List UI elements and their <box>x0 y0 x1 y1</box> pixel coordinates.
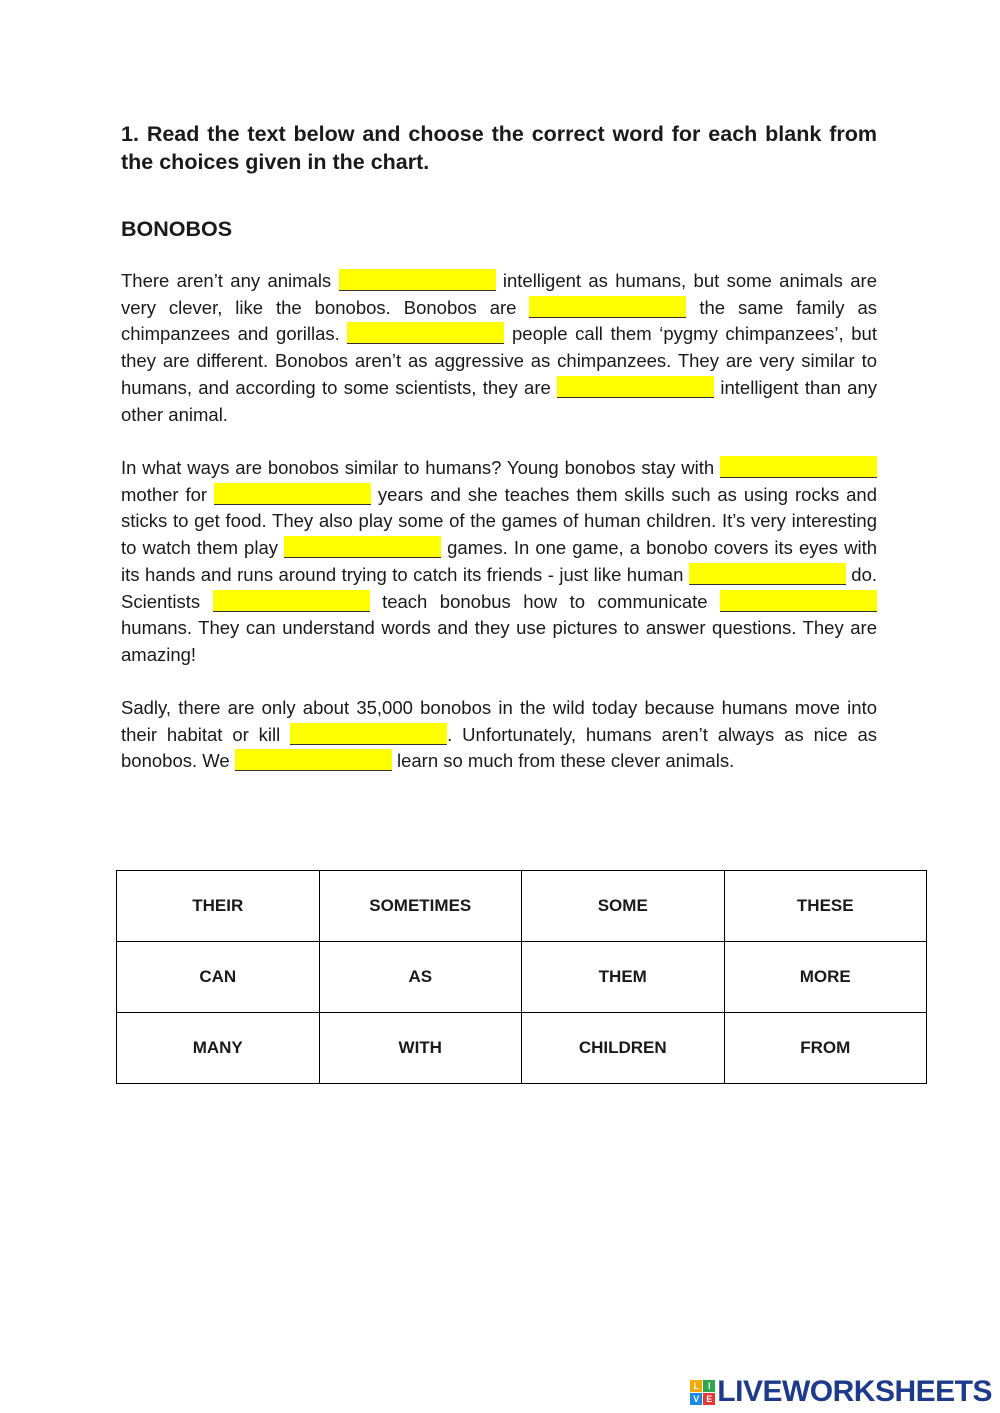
text-segment: intelligent as humans, but some animals are very clever, like the bonobos. Bonobos are <box>121 270 877 318</box>
paragraph-2 <box>121 455 877 669</box>
paragraph-1 <box>121 268 877 428</box>
word-choice-cell: THESE <box>724 871 927 942</box>
word-choice-cell: AS <box>319 942 522 1013</box>
word-choice-cell: CAN <box>117 942 320 1013</box>
blank-9[interactable] <box>213 590 370 612</box>
instruction-text: 1. Read the text below and choose the correct word for each blank from the choices given in the chart. <box>121 122 877 174</box>
word-choice-cell: FROM <box>724 1013 927 1084</box>
text-segment: There aren’t any animals <box>121 270 339 291</box>
word-choice-cell: MORE <box>724 942 927 1013</box>
text-segment: In what ways are bonobos similar to humans? Young bonobos stay with <box>121 457 720 478</box>
text-segment: intelligent than any other animal. <box>121 376 877 425</box>
blank-3[interactable] <box>347 322 504 344</box>
chart-row <box>117 942 927 1013</box>
word-choice-cell: WITH <box>319 1013 522 1084</box>
chart-row <box>117 871 927 942</box>
liveworksheets-logo <box>690 1374 992 1410</box>
blank-2[interactable] <box>529 296 686 318</box>
blank-4[interactable] <box>557 376 714 398</box>
word-choice-chart <box>116 870 927 1084</box>
text-segment: people call them ‘pygmy chimpanzees’, but they are different. Bonobos aren’t as aggressive as chimpanzees. They are very similar to humans, and according to some scientists, they are <box>121 323 877 398</box>
text-segment: . Unfortunately, humans aren’t always as nice as bonobos. We <box>121 723 877 772</box>
logo-text: LIVEWORKSHEETS <box>717 1375 992 1408</box>
word-choice-cell: THEIR <box>117 871 320 942</box>
blank-1[interactable] <box>339 269 496 291</box>
blank-6[interactable] <box>214 483 371 505</box>
text-segment: teach bonobus how to communicate <box>369 590 720 612</box>
logo-mark-letter: I <box>703 1380 715 1392</box>
word-choice-cell: SOME <box>522 871 725 942</box>
blank-11[interactable] <box>290 723 447 745</box>
text-segment: mother for <box>121 483 215 505</box>
paragraph-3 <box>121 695 877 775</box>
text-segment: games. In one game, a bonobo covers its eyes with its hands and runs around trying to catch its friends - just like human <box>121 537 878 585</box>
passage-title: BONOBOS <box>121 217 233 241</box>
text-segment: do. Scientists <box>121 563 877 612</box>
blank-5[interactable] <box>720 456 877 478</box>
word-choice-cell: MANY <box>117 1013 320 1084</box>
logo-mark-letter: E <box>703 1393 715 1405</box>
word-choice-cell: SOMETIMES <box>319 871 522 942</box>
word-choice-cell: THEM <box>522 942 725 1013</box>
text-segment: learn so much from these clever animals. <box>391 750 735 772</box>
text-segment: humans. They can understand words and they use pictures to answer questions. They are amazing! <box>121 617 877 665</box>
blank-8[interactable] <box>689 563 846 585</box>
text-segment: years and she teaches them skills such as using rocks and sticks to get food. They also play some of the games of human children. It’s very interesting to watch them play <box>121 483 877 559</box>
blank-7[interactable] <box>284 536 441 558</box>
word-choice-cell: CHILDREN <box>522 1013 725 1084</box>
logo-mark-letter: V <box>690 1393 702 1405</box>
logo-mark-icon <box>690 1380 715 1405</box>
blank-10[interactable] <box>720 590 877 612</box>
text-segment: the same family as chimpanzees and gorillas. <box>121 296 877 345</box>
logo-mark-letter: L <box>690 1380 702 1392</box>
blank-12[interactable] <box>235 749 392 771</box>
text-segment: Sadly, there are only about 35,000 bonobos in the wild today because humans move into their habitat or kill <box>121 697 877 745</box>
chart-row <box>117 1013 927 1084</box>
